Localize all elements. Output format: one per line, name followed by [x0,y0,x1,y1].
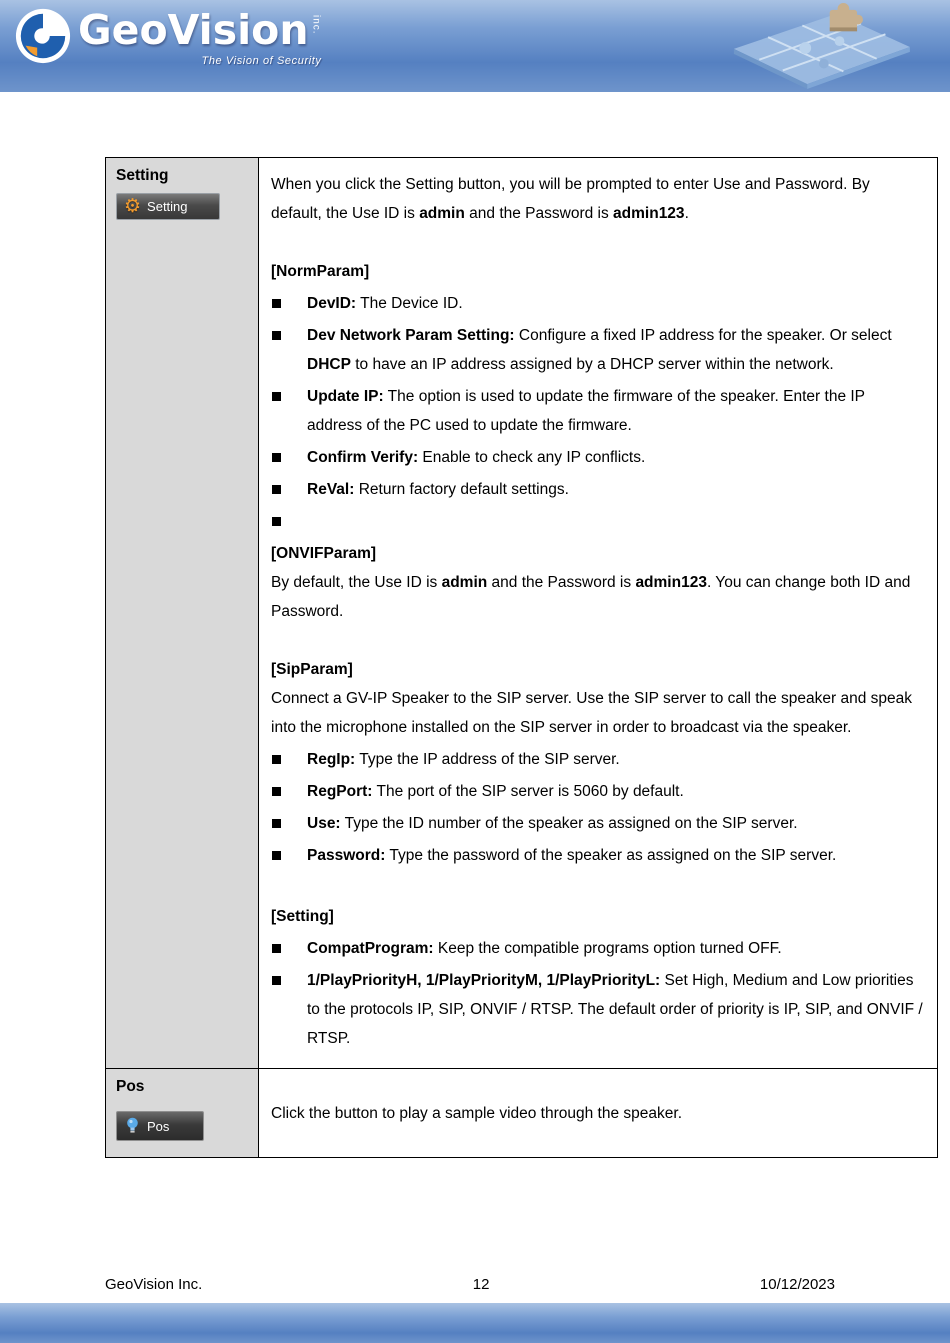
bullet-square-icon [272,819,281,828]
bullet-square-icon [272,392,281,401]
text-segment: When you click the Setting button, you will be prompted to enter Use and Password. By default, the Use ID is [271,176,870,222]
text-segment: The option is used to update the firmware of the speaker. Enter the IP address of the PC used to update the firmware. [307,388,865,434]
text-segment: Type the ID number of the speaker as assigned on the SIP server. [340,815,798,832]
setting-label-cell [106,158,259,1068]
bullet-text [307,382,923,440]
section-heading: [ONVIFParam] [271,545,377,562]
setting-button [116,193,220,220]
bold-text-segment: Update IP: [307,388,384,405]
bold-text-segment: Use: [307,815,341,832]
bold-text-segment: admin [441,574,488,591]
bold-text-segment: Confirm Verify: [307,449,419,466]
setting-content [271,170,923,1053]
bullet-square-icon [272,517,281,526]
bullet-text [307,507,923,536]
page-footer [105,1276,835,1293]
bullet-item [271,475,923,504]
text-segment: Configure a fixed IP address for the speaker. Or select [514,327,892,344]
bullet-item [271,321,923,379]
section-heading: [Setting] [271,908,334,925]
text-segment: By default, the Use ID is [271,574,442,591]
bold-text-segment: RegIp: [307,751,356,768]
logo-inc-text: inc. [310,15,322,35]
footer-company: GeoVision Inc. [105,1276,203,1293]
text-segment: Connect a GV-IP Speaker to the SIP server. Use the SIP server to call the speaker and speak into the microphone installed on the SIP server in order to broadcast via the speaker. [271,690,913,736]
bullet-square-icon [272,976,281,985]
bullet-item [271,382,923,440]
geovision-logo-icon [14,7,72,65]
pos-row-label: Pos [116,1078,145,1095]
text-segment: The port of the SIP server is 5060 by default. [372,783,684,800]
bullet-item [271,289,923,318]
section-heading: [NormParam] [271,263,370,280]
setting-content-cell [259,158,937,1068]
logo-tagline: The Vision of Security [201,55,322,68]
blank-line [271,228,923,257]
bullet-item [271,777,923,806]
pos-label-cell [106,1069,259,1157]
text-segment: The Device ID. [356,295,463,312]
pos-text: Click the button to play a sample video through the speaker. [271,1104,682,1122]
bullet-item [271,934,923,963]
text-segment: Return factory default settings. [354,481,569,498]
bullet-item [271,443,923,472]
footer-page-number: 12 [472,1276,490,1293]
bullet-text [307,289,923,318]
blank-line [271,873,923,902]
text-segment: Set High, Medium and Low priorities to the protocols IP, SIP, ONVIF / RTSP. The default order of priority is IP, SIP, and ONVIF / RTSP. [307,972,923,1047]
bullet-square-icon [272,453,281,462]
pos-button-label: Pos [147,1118,170,1134]
section-heading: [SipParam] [271,661,353,678]
footer-date: 10/12/2023 [759,1276,835,1293]
table-row-pos [106,1068,937,1157]
text-segment: and the Password is [487,574,636,591]
bullet-square-icon [272,485,281,494]
bulb-icon [126,1117,139,1135]
text-segment: . [684,205,689,222]
bold-text-segment: admin123 [635,574,707,591]
bullet-item [271,745,923,774]
bullet-square-icon [272,331,281,340]
bold-text-segment: 1/PlayPriorityH, 1/PlayPriorityM, 1/PlayPriorityL: [307,972,661,989]
bullet-item [271,841,923,870]
text-segment: Type the IP address of the SIP server. [355,751,620,768]
setting-button-label: Setting [147,199,188,214]
setting-row-label: Setting [116,167,169,184]
bullet-square-icon [272,755,281,764]
text-segment: Enable to check any IP conflicts. [418,449,646,466]
bullet-item [271,966,923,1053]
puzzle-graphic-icon [712,2,922,90]
geovision-logo [14,7,322,67]
text-segment: Type the password of the speaker as assigned on the SIP server. [385,847,837,864]
bold-text-segment: CompatProgram: [307,940,434,957]
bullet-text [307,841,923,870]
bullet-text [307,966,923,1053]
bullet-text [307,475,923,504]
paragraph [271,170,923,228]
pos-button [116,1111,204,1141]
bold-text-segment: DevID: [307,295,357,312]
bullet-square-icon [272,851,281,860]
pos-content-cell [259,1069,937,1157]
bold-text-segment: DHCP [307,356,351,373]
bold-text-segment: admin123 [613,205,685,222]
bullet-text [307,809,923,838]
paragraph [271,568,923,626]
text-segment: and the Password is [464,205,614,222]
header-banner [0,0,950,92]
bullet-square-icon [272,944,281,953]
content-table [105,157,938,1158]
bullet-text [307,934,923,963]
footer-banner [0,1303,950,1343]
paragraph [271,684,923,742]
text-segment: to have an IP address assigned by a DHCP server within the network. [350,356,834,373]
text-segment: Keep the compatible programs option turned OFF. [433,940,782,957]
text-segment: . You can change both ID and Password. [271,574,911,620]
logo-text-block [78,7,322,67]
bullet-square-icon [272,787,281,796]
gear-icon: ⚙ [124,195,142,217]
bold-text-segment: RegPort: [307,783,373,800]
bold-text-segment: Password: [307,847,386,864]
table-row-setting [106,158,937,1068]
bullet-text [307,745,923,774]
bullet-text [307,777,923,806]
bold-text-segment: admin [419,205,465,222]
logo-text: GeoVision [78,6,309,54]
bullet-item [271,809,923,838]
bold-text-segment: Dev Network Param Setting: [307,327,515,344]
blank-line [271,626,923,655]
bold-text-segment: ReVal: [307,481,355,498]
bullet-square-icon [272,299,281,308]
bullet-text [307,321,923,379]
bullet-text [307,443,923,472]
bullet-item [271,507,923,536]
